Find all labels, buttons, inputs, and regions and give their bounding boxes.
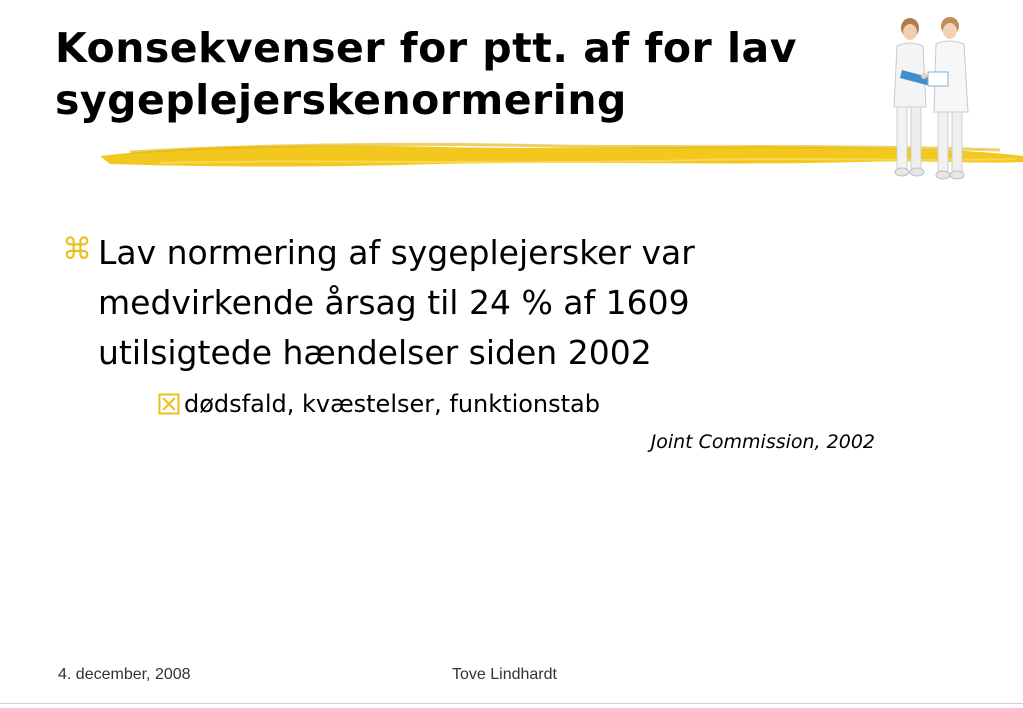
x-box-bullet-icon bbox=[158, 393, 180, 415]
footer-date: 4. december, 2008 bbox=[58, 666, 191, 683]
sub-bullet-text: dødsfald, kvæstelser, funktionstab bbox=[184, 390, 600, 418]
footer-author: Tove Lindhardt bbox=[452, 666, 557, 683]
command-bullet-icon: ⌘ bbox=[62, 232, 92, 267]
slide-title-line-2: sygeplejerskenormering bbox=[55, 76, 627, 124]
main-bullet-text: Lav normering af sygeplejersker var medvirkende årsag til 24 % af 1609 utilsigtede hændelser siden 2002 bbox=[98, 233, 695, 372]
slide-title bbox=[55, 22, 875, 126]
slide-title-line-1: Konsekvenser for ptt. af for lav bbox=[55, 24, 797, 72]
nurses-illustration bbox=[880, 12, 980, 184]
bottom-divider bbox=[0, 703, 1023, 704]
sub-bullet bbox=[158, 388, 758, 420]
main-bullet bbox=[62, 228, 822, 378]
citation: Joint Commission, 2002 bbox=[650, 431, 875, 453]
